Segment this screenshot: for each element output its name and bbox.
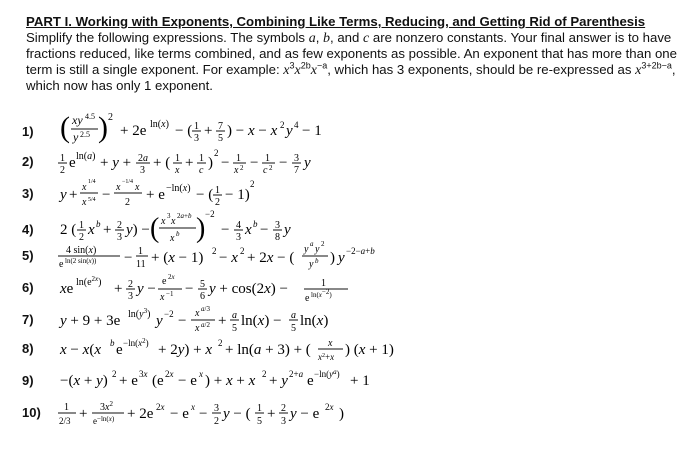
- svg-text:) (x + 1): ) (x + 1): [345, 342, 394, 358]
- svg-text:x: x: [116, 182, 121, 193]
- problem-number: 3): [22, 186, 34, 201]
- svg-text:2x: 2x: [156, 402, 165, 412]
- svg-text:5: 5: [218, 133, 223, 144]
- svg-text:3: 3: [214, 403, 219, 414]
- instructions-block: [26, 14, 686, 94]
- instructions-text: Simplify the following expressions. The symbols a, b, and c are nonzero constants. Your final answer is to have fractions reduced, like terms combined, and as few exponents as possible. An exponent that has more than one term is still a single exponent. For example: $x^3x^{2b}x^{-a}$, which has 3 exponents, should be re-expressed as $x^{3+2b-a}$, which now has only 1 exponent.: [26, 29, 677, 94]
- svg-text:y: y: [73, 130, 79, 144]
- svg-text:−: −: [221, 222, 230, 238]
- svg-text:xy: xy: [72, 113, 83, 127]
- svg-text:y + cos(2x) −: y + cos(2x) −: [209, 281, 289, 297]
- svg-text:y) −: y) −: [126, 222, 150, 238]
- svg-text:a: a: [310, 240, 314, 248]
- svg-text:+: +: [69, 187, 78, 203]
- svg-text:−: −: [279, 155, 288, 171]
- svg-text:2: 2: [108, 112, 113, 123]
- svg-text:ln(x): ln(x): [150, 119, 169, 130]
- problem-number: 7): [22, 312, 34, 327]
- svg-text:+ 1: + 1: [350, 373, 370, 389]
- svg-text:3: 3: [194, 133, 199, 144]
- problem-3: [0, 174, 700, 208]
- svg-text:2: 2: [79, 232, 84, 243]
- svg-text:+ (: + (: [153, 155, 171, 171]
- svg-text:− 1: − 1: [302, 123, 322, 139]
- svg-text:xe: xe: [60, 281, 74, 297]
- svg-text:2: 2: [321, 240, 325, 248]
- math-expression: [58, 390, 438, 430]
- svg-text:−: −: [199, 406, 208, 422]
- svg-text:−ln(ya): $-\ln(y^a)$: [314, 368, 340, 379]
- problem-number: 10): [22, 405, 41, 420]
- svg-text:2: 2: [112, 369, 117, 379]
- svg-text:1: 1: [79, 220, 84, 231]
- svg-text:): ): [98, 111, 108, 144]
- svg-text:(e: (e: [152, 373, 164, 389]
- svg-text:3: 3: [140, 165, 145, 176]
- svg-text:e: e: [162, 276, 167, 287]
- svg-text:4: 4: [236, 220, 241, 231]
- svg-text:y: y: [309, 259, 314, 270]
- svg-text:x: x: [191, 402, 195, 412]
- svg-text:2: 2: [218, 338, 223, 348]
- svg-text:+ e: + e: [119, 373, 138, 389]
- svg-text:x: x: [161, 216, 166, 227]
- svg-text:e: e: [305, 293, 310, 304]
- section-title: PART I. Working with Exponents, Combining Like Terms, Reducing, and Getting Rid of Parenthesis: [26, 14, 646, 29]
- svg-text:3: 3: [128, 291, 133, 302]
- svg-text:+ 2e: + 2e: [127, 406, 154, 422]
- svg-text:a: a: [291, 310, 296, 321]
- svg-text:1/4: 1/4: [88, 179, 96, 185]
- problem-number: 2): [22, 154, 34, 169]
- svg-text:y + 9 + 3e: y + 9 + 3e: [60, 313, 121, 329]
- svg-text:): ): [208, 155, 213, 171]
- svg-text:+ e: + e: [146, 187, 165, 203]
- svg-text:a/3: a/3: [201, 305, 210, 313]
- svg-text:2: 2: [280, 120, 285, 130]
- svg-text:2: 2: [214, 148, 219, 158]
- svg-text:3: 3: [117, 232, 122, 243]
- svg-text:3x2: $3x^2$: [100, 400, 113, 413]
- svg-text:2: 2: [60, 165, 65, 176]
- svg-text:+: +: [185, 155, 194, 171]
- svg-text:e: e: [59, 259, 64, 270]
- svg-text:y: y: [304, 244, 309, 255]
- problem-2: [0, 142, 700, 176]
- problem-number: 5): [22, 248, 34, 263]
- svg-text:+ 2x − (: + 2x − (: [247, 250, 295, 266]
- svg-text:c: c: [263, 165, 268, 176]
- svg-text:1: 1: [64, 402, 69, 413]
- svg-text:2a: 2a: [138, 153, 148, 164]
- svg-text:2.5: 2.5: [80, 130, 90, 139]
- svg-text:x: x: [135, 182, 140, 193]
- svg-text:1: 1: [321, 278, 326, 289]
- svg-text:ln(x) −: ln(x) −: [241, 313, 282, 329]
- svg-text:x2+x: $x^2+x$: [318, 352, 335, 362]
- svg-text:x: x: [171, 216, 176, 227]
- svg-text:−1/4: −1/4: [122, 179, 134, 185]
- svg-text:−ln(x): −ln(x): [166, 183, 191, 194]
- svg-text:y: y: [60, 187, 67, 203]
- svg-text:x: x: [160, 292, 165, 303]
- svg-text:−: −: [124, 250, 133, 266]
- svg-text:3x: 3x: [139, 369, 148, 379]
- svg-text:a: a: [232, 310, 237, 321]
- svg-text:3: 3: [281, 416, 286, 427]
- svg-text:− (: − (: [175, 123, 193, 139]
- svg-text:2 (: 2 (: [60, 222, 77, 238]
- problem-number: 9): [22, 373, 34, 388]
- svg-text:2: 2: [212, 246, 217, 256]
- svg-text:5/4: 5/4: [88, 197, 96, 203]
- svg-text:ln(x): ln(x): [300, 313, 329, 329]
- problem-expression: [58, 390, 438, 430]
- svg-text:7: 7: [294, 165, 299, 176]
- svg-text:2: 2: [117, 220, 122, 231]
- svg-text:x: x: [234, 165, 239, 176]
- svg-text:3: 3: [236, 232, 241, 243]
- svg-text:x: x: [82, 182, 87, 193]
- svg-text:e: e: [116, 342, 123, 358]
- svg-text:−: −: [260, 222, 269, 238]
- svg-text:3: 3: [167, 212, 171, 220]
- svg-text:2: 2: [240, 164, 244, 172]
- svg-text:y: y: [338, 250, 345, 266]
- svg-text:x: x: [245, 222, 252, 238]
- svg-text:8: 8: [275, 232, 280, 243]
- svg-text:b: b: [253, 219, 258, 229]
- svg-text:−: −: [250, 155, 259, 171]
- svg-text:(: (: [60, 111, 70, 144]
- svg-text:+ 2y) + x: + 2y) + x: [158, 342, 213, 358]
- svg-text:) + x + x: ) + x + x: [205, 373, 256, 389]
- problem-number: 1): [22, 124, 34, 139]
- svg-text:−2−a+b: −2−a+b: [346, 246, 375, 256]
- svg-text:y: y: [304, 155, 311, 171]
- svg-text:− e: − e: [178, 373, 197, 389]
- svg-text:2: 2: [128, 279, 133, 290]
- svg-text:y: y: [286, 123, 293, 139]
- svg-text:2/3: 2/3: [59, 416, 71, 426]
- svg-text:−: −: [178, 313, 187, 329]
- problem-number: 4): [22, 222, 34, 237]
- svg-text:): ): [196, 213, 206, 244]
- svg-text:e: e: [69, 155, 76, 171]
- svg-text:5: 5: [291, 323, 296, 334]
- svg-text:3: 3: [275, 220, 280, 231]
- svg-text:b: b: [110, 338, 115, 348]
- svg-text:x: x: [195, 308, 200, 319]
- svg-text:x: x: [328, 338, 333, 349]
- svg-text:2: 2: [125, 197, 130, 208]
- svg-text:− (: − (: [196, 187, 214, 203]
- svg-text:−: −: [221, 155, 230, 171]
- svg-text:+: +: [103, 222, 112, 238]
- svg-text:(: (: [150, 213, 160, 244]
- svg-text:1: 1: [236, 153, 241, 164]
- svg-text:5: 5: [257, 416, 262, 427]
- svg-text:−1: −1: [166, 290, 174, 298]
- svg-text:x: x: [195, 323, 200, 334]
- svg-text:y − e: y − e: [290, 406, 320, 422]
- svg-text:y − (: y − (: [223, 406, 251, 422]
- svg-text:2x: 2x: [165, 369, 174, 379]
- svg-text:e: e: [307, 373, 314, 389]
- svg-text:+: +: [79, 406, 88, 422]
- svg-text:ln(x−2): ln(x−2): [311, 288, 332, 299]
- svg-text:+ y +: + y +: [100, 155, 132, 171]
- svg-text:2: 2: [250, 179, 255, 189]
- svg-text:1: 1: [215, 185, 220, 196]
- svg-text:): ): [330, 250, 335, 266]
- svg-text:y: y: [315, 244, 320, 255]
- svg-text:+: +: [267, 406, 276, 422]
- svg-text:− x: − x: [219, 250, 238, 266]
- svg-text:) − x − x: ) − x − x: [227, 123, 278, 139]
- svg-text:4.5: 4.5: [85, 112, 95, 121]
- svg-text:e−ln(x): $e^{-ln(x)}$: [93, 415, 115, 426]
- svg-text:1: 1: [60, 153, 65, 164]
- svg-text:+: +: [204, 123, 213, 139]
- svg-text:−ln(x2): $-\ln(x^2)$: [123, 337, 149, 348]
- svg-text:7: 7: [218, 121, 223, 132]
- svg-text:11: 11: [136, 259, 146, 270]
- svg-text:+ y: + y: [269, 373, 288, 389]
- svg-text:ln(y3): $\ln(y^3)$: [128, 307, 151, 320]
- svg-text:2: 2: [269, 164, 273, 172]
- svg-text:−: −: [102, 187, 111, 203]
- svg-text:2: 2: [262, 369, 267, 379]
- svg-text:1: 1: [257, 403, 262, 414]
- svg-text:1: 1: [265, 153, 270, 164]
- svg-text:2x: 2x: [168, 273, 175, 281]
- svg-text:4 sin(x): 4 sin(x): [66, 245, 97, 256]
- svg-text:x: x: [199, 369, 203, 379]
- svg-text:5: 5: [200, 279, 205, 290]
- svg-text:x − x(x: x − x(x: [60, 342, 101, 358]
- svg-text:4: 4: [294, 120, 299, 130]
- svg-text:c: c: [199, 165, 204, 176]
- svg-text:1: 1: [199, 153, 204, 164]
- problem-number: 6): [22, 280, 34, 295]
- svg-text:): ): [339, 406, 344, 422]
- svg-text:ln(2 sin(x)): ln(2 sin(x)): [65, 257, 97, 265]
- svg-text:b: b: [176, 230, 180, 238]
- svg-text:x: x: [82, 197, 87, 208]
- svg-text:b: b: [315, 257, 319, 265]
- svg-text:2a+b: 2a+b: [177, 212, 192, 220]
- svg-text:+: +: [114, 281, 123, 297]
- svg-text:y −: y −: [137, 281, 156, 297]
- svg-text:y: y: [284, 222, 291, 238]
- svg-text:+ ln(a + 3) + (: + ln(a + 3) + (: [225, 342, 311, 358]
- svg-text:b: b: [96, 219, 101, 229]
- svg-text:+: +: [218, 313, 227, 329]
- problem-10: [0, 396, 700, 430]
- svg-text:x: x: [175, 165, 180, 176]
- svg-text:+ 2e: + 2e: [120, 123, 147, 139]
- svg-text:ln(a): ln(a): [76, 151, 96, 162]
- svg-text:2: 2: [214, 416, 219, 427]
- svg-text:2x: 2x: [325, 402, 334, 412]
- svg-text:+ (x − 1): + (x − 1): [151, 250, 204, 266]
- svg-text:2: 2: [240, 246, 245, 256]
- problem-1: [0, 112, 700, 146]
- svg-text:a/2: a/2: [201, 321, 210, 329]
- svg-text:y: y: [156, 313, 163, 329]
- svg-text:−2: −2: [164, 309, 174, 319]
- svg-text:ln(e2x): $\ln(e^{2x})$: [76, 275, 102, 288]
- svg-text:2: 2: [215, 197, 220, 208]
- problem-number: 8): [22, 341, 34, 356]
- svg-text:−(x + y): −(x + y): [60, 373, 108, 389]
- svg-text:−2: −2: [205, 209, 215, 219]
- svg-text:6: 6: [200, 291, 205, 302]
- svg-text:2+a: 2+a: [289, 369, 304, 379]
- svg-text:x: x: [88, 222, 95, 238]
- svg-text:1: 1: [194, 121, 199, 132]
- svg-text:5: 5: [232, 323, 237, 334]
- svg-text:1: 1: [138, 246, 143, 257]
- svg-text:−: −: [185, 281, 194, 297]
- svg-text:− 1): − 1): [225, 187, 250, 203]
- svg-text:3: 3: [294, 153, 299, 164]
- svg-text:x: x: [170, 233, 175, 244]
- svg-text:2: 2: [281, 403, 286, 414]
- svg-text:− e: − e: [170, 406, 189, 422]
- svg-text:1: 1: [175, 153, 180, 164]
